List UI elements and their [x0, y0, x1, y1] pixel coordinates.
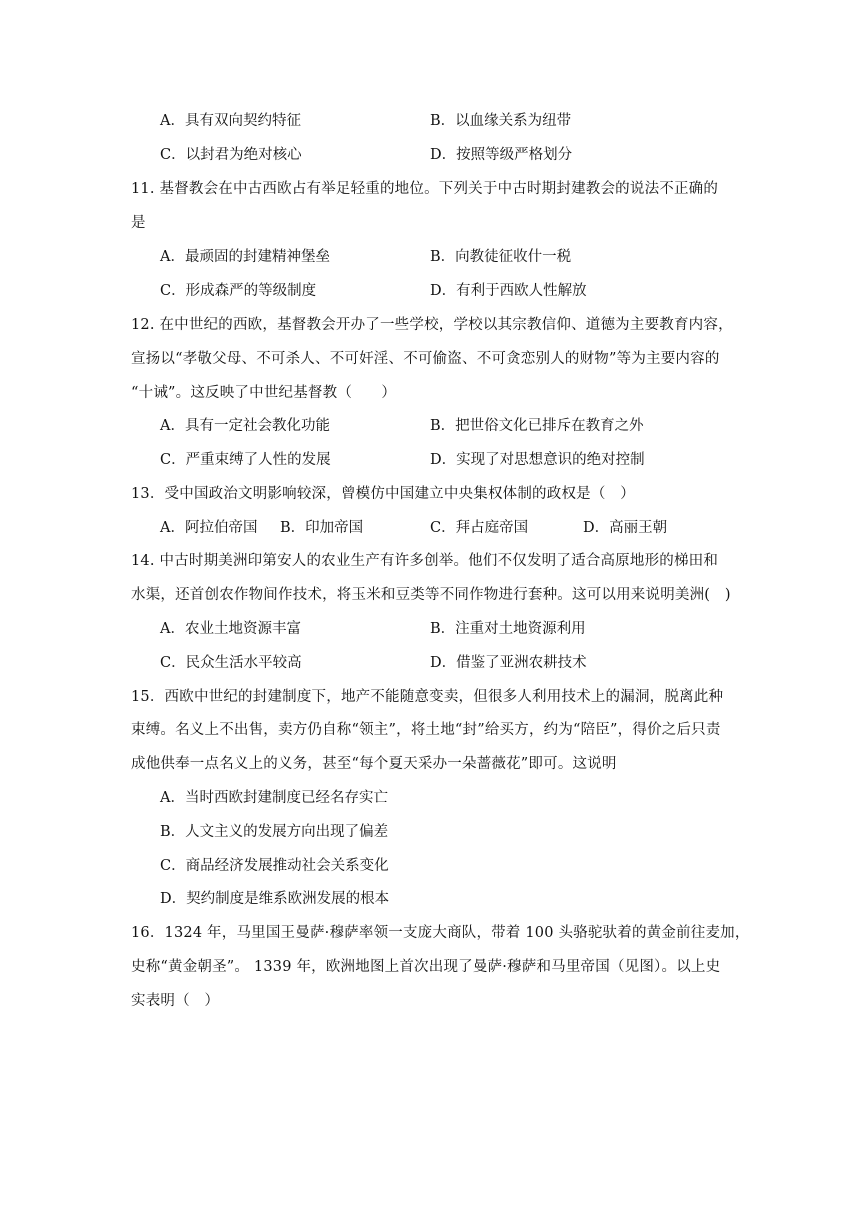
q15-stem-line-2: 束缚。名义上不出售，卖方仍自称“领主”，将土地“封”给买方，约为“陪臣”，得价之后只责 — [131, 722, 721, 738]
q10-option-a[interactable]: A．具有双向契约特征 — [160, 113, 301, 129]
q10-option-b[interactable]: B．以血缘关系为纽带 — [430, 113, 572, 129]
q15-stem-line-1: 15．西欧中世纪的封建制度下，地产不能随意变卖，但很多人利用技术上的漏洞，脱离此种 — [131, 689, 724, 705]
q12-option-b[interactable]: B．把世俗文化已排斥在教育之外 — [430, 418, 644, 434]
q11-option-c[interactable]: C．形成森严的等级制度 — [160, 283, 317, 299]
q15-option-b[interactable]: B．人文主义的发展方向出现了偏差 — [160, 824, 389, 840]
q11-stem-line-2: 是 — [131, 215, 146, 231]
q11-option-a[interactable]: A．最顽固的封建精神堡垒 — [160, 249, 330, 265]
q12-option-a[interactable]: A．具有一定社会教化功能 — [160, 418, 330, 434]
q11-option-d[interactable]: D．有利于西欧人性解放 — [430, 283, 587, 299]
q15-stem-line-3: 成他供奉一点名义上的义务，甚至“每个夏天采办一朵蔷薇花”即可。这说明 — [131, 756, 617, 772]
q10-option-c[interactable]: C．以封君为绝对核心 — [160, 147, 302, 163]
q15-option-d[interactable]: D．契约制度是维系欧洲发展的根本 — [160, 891, 390, 907]
q11-option-b[interactable]: B．向教徒征收什一税 — [430, 249, 572, 265]
q16-stem-line-2: 史称“黄金朝圣”。 1339 年，欧洲地图上首次出现了曼萨·穆萨和马里帝国（见图）。以上史 — [131, 959, 721, 975]
q14-option-b[interactable]: B．注重对土地资源利用 — [430, 621, 586, 637]
q12-option-d[interactable]: D．实现了对思想意识的绝对控制 — [430, 452, 645, 468]
q14-stem-line-2: 水渠，还首创农作物间作技术，将玉米和豆类等不同作物进行套种。这可以用来说明美洲( ) — [131, 587, 731, 603]
q16-stem-line-1: 16．1324 年，马里国王曼萨·穆萨率领一支庞大商队，带着 100 头骆驼驮着的黄金前往麦加， — [131, 925, 750, 941]
q10-option-d[interactable]: D．按照等级严格划分 — [430, 147, 573, 163]
q16-stem-line-3: 实表明（ ） — [131, 993, 220, 1009]
q12-option-c[interactable]: C．严重束缚了人性的发展 — [160, 452, 331, 468]
q14-stem-line-1: 14. 中古时期美洲印第安人的农业生产有许多创举。他们不仅发明了适合高原地形的梯田和 — [131, 553, 719, 569]
q15-option-a[interactable]: A．当时西欧封建制度已经名存实亡 — [160, 790, 388, 806]
q12-stem-line-2: 宣扬以“孝敬父母、不可杀人、不可奸淫、不可偷盗、不可贪恋别人的财物”等为主要内容的 — [131, 351, 720, 367]
q13-option-a[interactable]: A．阿拉伯帝国 — [160, 520, 258, 536]
q14-option-d[interactable]: D．借鉴了亚洲农耕技术 — [430, 655, 587, 671]
q13-stem-line-1: 13．受中国政治文明影响较深，曾模仿中国建立中央集权体制的政权是（ ） — [131, 486, 635, 502]
q14-option-a[interactable]: A．农业土地资源丰富 — [160, 621, 301, 637]
q12-stem-line-3: “十诫”。这反映了中世纪基督教（ ） — [131, 385, 397, 401]
q13-option-c[interactable]: C．拜占庭帝国 — [430, 520, 529, 536]
q15-option-c[interactable]: C．商品经济发展推动社会关系变化 — [160, 858, 389, 874]
q14-option-c[interactable]: C．民众生活水平较高 — [160, 655, 302, 671]
q13-option-d[interactable]: D．高丽王朝 — [583, 520, 668, 536]
q13-option-b[interactable]: B．印加帝国 — [280, 520, 364, 536]
q12-stem-line-1: 12. 在中世纪的西欧，基督教会开办了一些学校，学校以其宗教信仰、道德为主要教育内容， — [131, 317, 733, 333]
q11-stem-line-1: 11. 基督教会在中古西欧占有举足轻重的地位。下列关于中古时期封建教会的说法不正确的 — [131, 181, 719, 197]
